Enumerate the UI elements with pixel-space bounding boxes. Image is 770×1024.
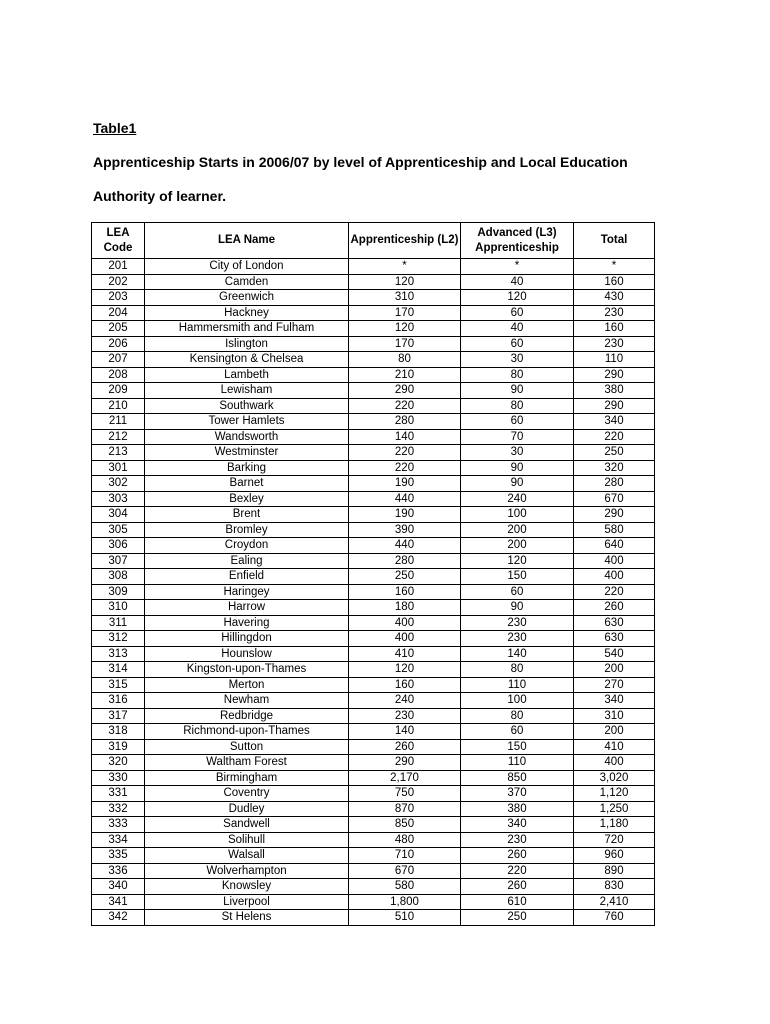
cell-lea-code: 333	[92, 817, 145, 833]
cell-lea-code: 204	[92, 305, 145, 321]
cell-lea-code: 210	[92, 398, 145, 414]
table-row	[92, 584, 655, 600]
cell-advanced-l3: *	[461, 259, 574, 275]
table-title-line-1: Apprenticeship Starts in 2006/07 by level of Apprenticeship and Local Education	[93, 154, 628, 170]
table-header-row	[92, 223, 655, 259]
cell-apprenticeship-l2: 410	[349, 646, 461, 662]
cell-apprenticeship-l2: 2,170	[349, 770, 461, 786]
cell-total: 340	[574, 414, 655, 430]
table-row	[92, 491, 655, 507]
cell-lea-name: Hounslow	[145, 646, 349, 662]
cell-apprenticeship-l2: 80	[349, 352, 461, 368]
cell-lea-name: Walsall	[145, 848, 349, 864]
table-row	[92, 569, 655, 585]
cell-apprenticeship-l2: 120	[349, 662, 461, 678]
cell-total: 270	[574, 677, 655, 693]
cell-advanced-l3: 200	[461, 538, 574, 554]
cell-advanced-l3: 610	[461, 894, 574, 910]
table-row	[92, 739, 655, 755]
table-row	[92, 662, 655, 678]
cell-advanced-l3: 80	[461, 367, 574, 383]
table-row	[92, 383, 655, 399]
cell-lea-code: 332	[92, 801, 145, 817]
cell-lea-name: Wandsworth	[145, 429, 349, 445]
cell-total: 280	[574, 476, 655, 492]
cell-apprenticeship-l2: 670	[349, 863, 461, 879]
cell-advanced-l3: 80	[461, 662, 574, 678]
table-row	[92, 321, 655, 337]
cell-apprenticeship-l2: 210	[349, 367, 461, 383]
cell-lea-name: Waltham Forest	[145, 755, 349, 771]
cell-lea-code: 317	[92, 708, 145, 724]
table-row	[92, 693, 655, 709]
cell-apprenticeship-l2: 290	[349, 755, 461, 771]
cell-advanced-l3: 120	[461, 553, 574, 569]
cell-advanced-l3: 80	[461, 708, 574, 724]
cell-advanced-l3: 30	[461, 445, 574, 461]
cell-lea-code: 334	[92, 832, 145, 848]
cell-total: 430	[574, 290, 655, 306]
table-row	[92, 615, 655, 631]
cell-lea-name: Merton	[145, 677, 349, 693]
cell-lea-code: 211	[92, 414, 145, 430]
cell-lea-name: Tower Hamlets	[145, 414, 349, 430]
cell-advanced-l3: 60	[461, 724, 574, 740]
cell-lea-code: 203	[92, 290, 145, 306]
cell-advanced-l3: 100	[461, 507, 574, 523]
cell-apprenticeship-l2: 440	[349, 491, 461, 507]
cell-apprenticeship-l2: 140	[349, 429, 461, 445]
cell-advanced-l3: 220	[461, 863, 574, 879]
header-lea-code: LEA Code	[92, 223, 145, 259]
cell-lea-name: Solihull	[145, 832, 349, 848]
cell-advanced-l3: 60	[461, 305, 574, 321]
cell-lea-name: Greenwich	[145, 290, 349, 306]
cell-advanced-l3: 140	[461, 646, 574, 662]
cell-lea-name: Sandwell	[145, 817, 349, 833]
cell-lea-code: 307	[92, 553, 145, 569]
cell-apprenticeship-l2: 390	[349, 522, 461, 538]
cell-total: 670	[574, 491, 655, 507]
cell-total: 1,250	[574, 801, 655, 817]
table-row	[92, 445, 655, 461]
cell-apprenticeship-l2: 160	[349, 677, 461, 693]
table-label: Table1	[93, 120, 137, 136]
cell-apprenticeship-l2: 250	[349, 569, 461, 585]
cell-lea-code: 342	[92, 910, 145, 926]
cell-total: 380	[574, 383, 655, 399]
cell-lea-name: Islington	[145, 336, 349, 352]
cell-apprenticeship-l2: 240	[349, 693, 461, 709]
cell-total: 400	[574, 569, 655, 585]
cell-apprenticeship-l2: 440	[349, 538, 461, 554]
cell-advanced-l3: 260	[461, 848, 574, 864]
cell-apprenticeship-l2: 170	[349, 336, 461, 352]
cell-lea-name: Southwark	[145, 398, 349, 414]
cell-advanced-l3: 110	[461, 677, 574, 693]
table-row	[92, 274, 655, 290]
cell-lea-code: 205	[92, 321, 145, 337]
table-row	[92, 848, 655, 864]
cell-lea-code: 320	[92, 755, 145, 771]
cell-apprenticeship-l2: 220	[349, 460, 461, 476]
cell-lea-name: Knowsley	[145, 879, 349, 895]
cell-lea-name: Westminster	[145, 445, 349, 461]
cell-total: 310	[574, 708, 655, 724]
cell-apprenticeship-l2: 280	[349, 414, 461, 430]
apprenticeship-table	[91, 222, 655, 926]
cell-total: 540	[574, 646, 655, 662]
table-row	[92, 755, 655, 771]
table-row	[92, 631, 655, 647]
cell-apprenticeship-l2: 310	[349, 290, 461, 306]
cell-lea-name: Enfield	[145, 569, 349, 585]
cell-apprenticeship-l2: 140	[349, 724, 461, 740]
cell-apprenticeship-l2: *	[349, 259, 461, 275]
table-row	[92, 600, 655, 616]
cell-apprenticeship-l2: 230	[349, 708, 461, 724]
table-row	[92, 336, 655, 352]
cell-total: 320	[574, 460, 655, 476]
cell-lea-name: Coventry	[145, 786, 349, 802]
cell-total: 290	[574, 507, 655, 523]
cell-apprenticeship-l2: 400	[349, 615, 461, 631]
cell-total: 290	[574, 398, 655, 414]
cell-total: *	[574, 259, 655, 275]
cell-lea-code: 202	[92, 274, 145, 290]
cell-total: 250	[574, 445, 655, 461]
cell-total: 890	[574, 863, 655, 879]
cell-lea-name: Camden	[145, 274, 349, 290]
cell-lea-code: 311	[92, 615, 145, 631]
cell-lea-name: Bexley	[145, 491, 349, 507]
cell-total: 200	[574, 724, 655, 740]
table-row	[92, 429, 655, 445]
cell-lea-code: 313	[92, 646, 145, 662]
table-row	[92, 352, 655, 368]
cell-lea-name: Redbridge	[145, 708, 349, 724]
cell-lea-name: Hammersmith and Fulham	[145, 321, 349, 337]
header-total: Total	[574, 223, 655, 259]
cell-lea-name: Kensington & Chelsea	[145, 352, 349, 368]
cell-lea-name: Lambeth	[145, 367, 349, 383]
cell-total: 260	[574, 600, 655, 616]
cell-lea-name: Barking	[145, 460, 349, 476]
table-row	[92, 786, 655, 802]
table-row	[92, 879, 655, 895]
cell-advanced-l3: 70	[461, 429, 574, 445]
cell-total: 160	[574, 274, 655, 290]
cell-lea-name: Lewisham	[145, 383, 349, 399]
cell-advanced-l3: 100	[461, 693, 574, 709]
cell-advanced-l3: 60	[461, 584, 574, 600]
cell-lea-code: 340	[92, 879, 145, 895]
table-row	[92, 677, 655, 693]
cell-lea-code: 330	[92, 770, 145, 786]
cell-lea-code: 308	[92, 569, 145, 585]
cell-apprenticeship-l2: 190	[349, 476, 461, 492]
cell-advanced-l3: 90	[461, 476, 574, 492]
table-row	[92, 522, 655, 538]
header-apprenticeship-l2: Apprenticeship (L2)	[349, 223, 461, 259]
cell-apprenticeship-l2: 220	[349, 398, 461, 414]
cell-lea-code: 207	[92, 352, 145, 368]
cell-total: 2,410	[574, 894, 655, 910]
cell-lea-code: 310	[92, 600, 145, 616]
cell-advanced-l3: 250	[461, 910, 574, 926]
cell-apprenticeship-l2: 160	[349, 584, 461, 600]
cell-lea-name: Croydon	[145, 538, 349, 554]
cell-lea-name: Richmond-upon-Thames	[145, 724, 349, 740]
table-row	[92, 538, 655, 554]
header-lea-name: LEA Name	[145, 223, 349, 259]
cell-lea-name: Newham	[145, 693, 349, 709]
table-row	[92, 801, 655, 817]
cell-total: 110	[574, 352, 655, 368]
cell-advanced-l3: 120	[461, 290, 574, 306]
cell-advanced-l3: 30	[461, 352, 574, 368]
table-row	[92, 507, 655, 523]
cell-total: 290	[574, 367, 655, 383]
cell-lea-code: 335	[92, 848, 145, 864]
cell-lea-name: Bromley	[145, 522, 349, 538]
table-row	[92, 910, 655, 926]
cell-apprenticeship-l2: 190	[349, 507, 461, 523]
cell-total: 220	[574, 429, 655, 445]
cell-lea-code: 206	[92, 336, 145, 352]
cell-apprenticeship-l2: 510	[349, 910, 461, 926]
header-advanced-l3: Advanced (L3) Apprenticeship	[461, 223, 574, 259]
cell-lea-code: 303	[92, 491, 145, 507]
table-row	[92, 770, 655, 786]
cell-total: 1,120	[574, 786, 655, 802]
cell-lea-code: 201	[92, 259, 145, 275]
cell-advanced-l3: 90	[461, 600, 574, 616]
cell-total: 630	[574, 615, 655, 631]
cell-lea-code: 306	[92, 538, 145, 554]
cell-lea-code: 316	[92, 693, 145, 709]
cell-advanced-l3: 240	[461, 491, 574, 507]
cell-total: 230	[574, 336, 655, 352]
cell-lea-code: 331	[92, 786, 145, 802]
cell-advanced-l3: 60	[461, 336, 574, 352]
cell-lea-name: Harrow	[145, 600, 349, 616]
table-row	[92, 832, 655, 848]
cell-lea-code: 309	[92, 584, 145, 600]
table-row	[92, 863, 655, 879]
cell-apprenticeship-l2: 710	[349, 848, 461, 864]
cell-lea-name: St Helens	[145, 910, 349, 926]
table-row	[92, 894, 655, 910]
cell-total: 640	[574, 538, 655, 554]
cell-total: 230	[574, 305, 655, 321]
cell-advanced-l3: 40	[461, 321, 574, 337]
cell-lea-name: Ealing	[145, 553, 349, 569]
cell-lea-code: 315	[92, 677, 145, 693]
cell-advanced-l3: 40	[461, 274, 574, 290]
cell-lea-name: Barnet	[145, 476, 349, 492]
cell-advanced-l3: 370	[461, 786, 574, 802]
cell-advanced-l3: 380	[461, 801, 574, 817]
cell-advanced-l3: 230	[461, 615, 574, 631]
table-row	[92, 305, 655, 321]
table-row	[92, 398, 655, 414]
cell-apprenticeship-l2: 170	[349, 305, 461, 321]
cell-advanced-l3: 230	[461, 631, 574, 647]
table-row	[92, 476, 655, 492]
cell-advanced-l3: 850	[461, 770, 574, 786]
cell-apprenticeship-l2: 480	[349, 832, 461, 848]
cell-apprenticeship-l2: 290	[349, 383, 461, 399]
cell-lea-code: 209	[92, 383, 145, 399]
cell-advanced-l3: 80	[461, 398, 574, 414]
cell-total: 720	[574, 832, 655, 848]
cell-total: 400	[574, 755, 655, 771]
cell-apprenticeship-l2: 260	[349, 739, 461, 755]
cell-total: 160	[574, 321, 655, 337]
table-row	[92, 646, 655, 662]
cell-advanced-l3: 200	[461, 522, 574, 538]
cell-lea-name: Hackney	[145, 305, 349, 321]
cell-total: 340	[574, 693, 655, 709]
cell-lea-code: 212	[92, 429, 145, 445]
cell-advanced-l3: 90	[461, 460, 574, 476]
table-row	[92, 367, 655, 383]
cell-lea-code: 314	[92, 662, 145, 678]
cell-apprenticeship-l2: 870	[349, 801, 461, 817]
cell-lea-name: Brent	[145, 507, 349, 523]
cell-lea-code: 336	[92, 863, 145, 879]
cell-total: 960	[574, 848, 655, 864]
cell-advanced-l3: 150	[461, 569, 574, 585]
cell-lea-code: 208	[92, 367, 145, 383]
cell-lea-name: Hillingdon	[145, 631, 349, 647]
cell-apprenticeship-l2: 580	[349, 879, 461, 895]
cell-apprenticeship-l2: 180	[349, 600, 461, 616]
cell-total: 220	[574, 584, 655, 600]
cell-advanced-l3: 150	[461, 739, 574, 755]
cell-advanced-l3: 260	[461, 879, 574, 895]
cell-lea-code: 302	[92, 476, 145, 492]
cell-total: 630	[574, 631, 655, 647]
cell-advanced-l3: 340	[461, 817, 574, 833]
table-row	[92, 817, 655, 833]
cell-advanced-l3: 90	[461, 383, 574, 399]
cell-apprenticeship-l2: 220	[349, 445, 461, 461]
cell-apprenticeship-l2: 120	[349, 321, 461, 337]
table-row	[92, 708, 655, 724]
cell-total: 3,020	[574, 770, 655, 786]
cell-lea-name: Wolverhampton	[145, 863, 349, 879]
cell-advanced-l3: 230	[461, 832, 574, 848]
table-row	[92, 259, 655, 275]
cell-total: 830	[574, 879, 655, 895]
cell-total: 760	[574, 910, 655, 926]
table-title-line-2: Authority of learner.	[93, 188, 227, 204]
cell-lea-name: Birmingham	[145, 770, 349, 786]
cell-lea-code: 319	[92, 739, 145, 755]
table-row	[92, 553, 655, 569]
cell-lea-code: 305	[92, 522, 145, 538]
table-row	[92, 290, 655, 306]
cell-lea-code: 304	[92, 507, 145, 523]
cell-apprenticeship-l2: 400	[349, 631, 461, 647]
cell-lea-name: Sutton	[145, 739, 349, 755]
table-row	[92, 414, 655, 430]
cell-total: 1,180	[574, 817, 655, 833]
cell-advanced-l3: 110	[461, 755, 574, 771]
table-body	[92, 259, 655, 926]
cell-lea-name: Haringey	[145, 584, 349, 600]
cell-total: 410	[574, 739, 655, 755]
cell-total: 580	[574, 522, 655, 538]
cell-lea-code: 213	[92, 445, 145, 461]
table-row	[92, 460, 655, 476]
table-row	[92, 724, 655, 740]
cell-advanced-l3: 60	[461, 414, 574, 430]
cell-apprenticeship-l2: 280	[349, 553, 461, 569]
cell-apprenticeship-l2: 750	[349, 786, 461, 802]
cell-apprenticeship-l2: 1,800	[349, 894, 461, 910]
cell-lea-code: 301	[92, 460, 145, 476]
cell-lea-code: 318	[92, 724, 145, 740]
cell-lea-name: Dudley	[145, 801, 349, 817]
cell-lea-name: Kingston-upon-Thames	[145, 662, 349, 678]
cell-lea-name: City of London	[145, 259, 349, 275]
cell-lea-name: Liverpool	[145, 894, 349, 910]
cell-total: 400	[574, 553, 655, 569]
cell-lea-code: 312	[92, 631, 145, 647]
cell-lea-name: Havering	[145, 615, 349, 631]
cell-total: 200	[574, 662, 655, 678]
cell-apprenticeship-l2: 850	[349, 817, 461, 833]
cell-lea-code: 341	[92, 894, 145, 910]
cell-apprenticeship-l2: 120	[349, 274, 461, 290]
